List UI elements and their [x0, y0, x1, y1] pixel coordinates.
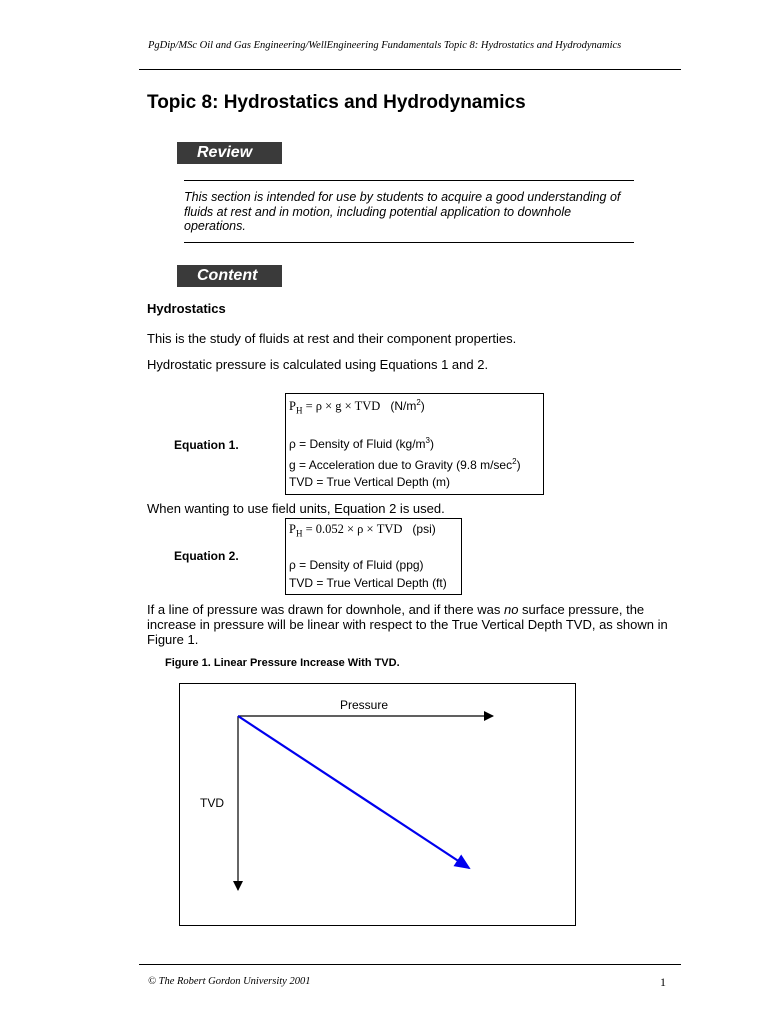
pressure-axis-label: Pressure — [340, 698, 389, 712]
equation2-sub: H — [295, 528, 303, 539]
equation1-g-sup: 2 — [512, 457, 517, 466]
footer-rule — [139, 964, 681, 965]
section-heading: Hydrostatics — [147, 301, 226, 316]
equation1-units: (N/m — [390, 399, 417, 413]
equation1-rho-sup: 3 — [425, 436, 430, 445]
para-linear-emph: no — [503, 602, 519, 617]
equation2-label: Equation 2. — [174, 549, 239, 563]
para-linear-before: If a line of pressure was drawn for downhole, and if there was — [147, 602, 504, 617]
paragraph-intro: This is the study of fluids at rest and their component properties. — [147, 331, 517, 346]
review-text: This section is intended for use by students to acquire a good understanding of fluids at rest and in motion, including potential application to downhole operations. — [184, 190, 621, 233]
figure-caption: Figure 1. Linear Pressure Increase With TVD. — [165, 657, 400, 669]
running-header: PgDip/MSc Oil and Gas Engineering/WellEngineering Fundamentals Topic 8: Hydrostatics and Hydrodynamics — [148, 40, 622, 51]
equation2-rho-def: ρ = Density of Fluid (ppg) — [289, 558, 424, 572]
equation2-lhs: P — [289, 522, 296, 536]
page-number: 1 — [660, 975, 666, 989]
content-tag: Content — [177, 265, 282, 287]
equation1-units-close: ) — [420, 399, 425, 413]
footer-copyright: © The Robert Gordon University 2001 — [148, 976, 311, 987]
tvd-axis-label: TVD — [200, 796, 224, 810]
pressure-line — [238, 716, 469, 868]
equation1-sub: H — [295, 405, 303, 416]
equation1-units-sup: 2 — [416, 398, 421, 407]
equation1-tvd-def: TVD = True Vertical Depth (m) — [289, 475, 451, 489]
equation1-g-close: ) — [516, 458, 521, 472]
paragraph-field-units: When wanting to use field units, Equation 2 is used. — [147, 501, 445, 516]
paragraph-equations: Hydrostatic pressure is calculated using Equations 1 and 2. — [147, 357, 489, 372]
review-tag: Review — [177, 142, 282, 164]
equation1-label: Equation 1. — [174, 438, 239, 452]
equation1-lhs: P — [289, 399, 296, 413]
equation2-tvd-def: TVD = True Vertical Depth (ft) — [289, 576, 447, 590]
equation1-rho-text: ρ = Density of Fluid (kg/m — [289, 437, 426, 451]
equation2-units: (psi) — [412, 522, 436, 536]
equation1-rhs: = ρ × g × TVD — [302, 399, 381, 413]
para-linear-after: surface pressure, the increase in pressure will be linear with respect to the True Vertical Depth TVD, as shown in Figure 1. — [147, 602, 668, 647]
equation1-g-text: g = Acceleration due to Gravity (9.8 m/sec — [289, 458, 513, 472]
equation1-rho-close: ) — [430, 437, 434, 451]
equation2-rhs: = 0.052 × ρ × TVD — [302, 522, 403, 536]
page-title: Topic 8: Hydrostatics and Hydrodynamics — [147, 92, 526, 113]
